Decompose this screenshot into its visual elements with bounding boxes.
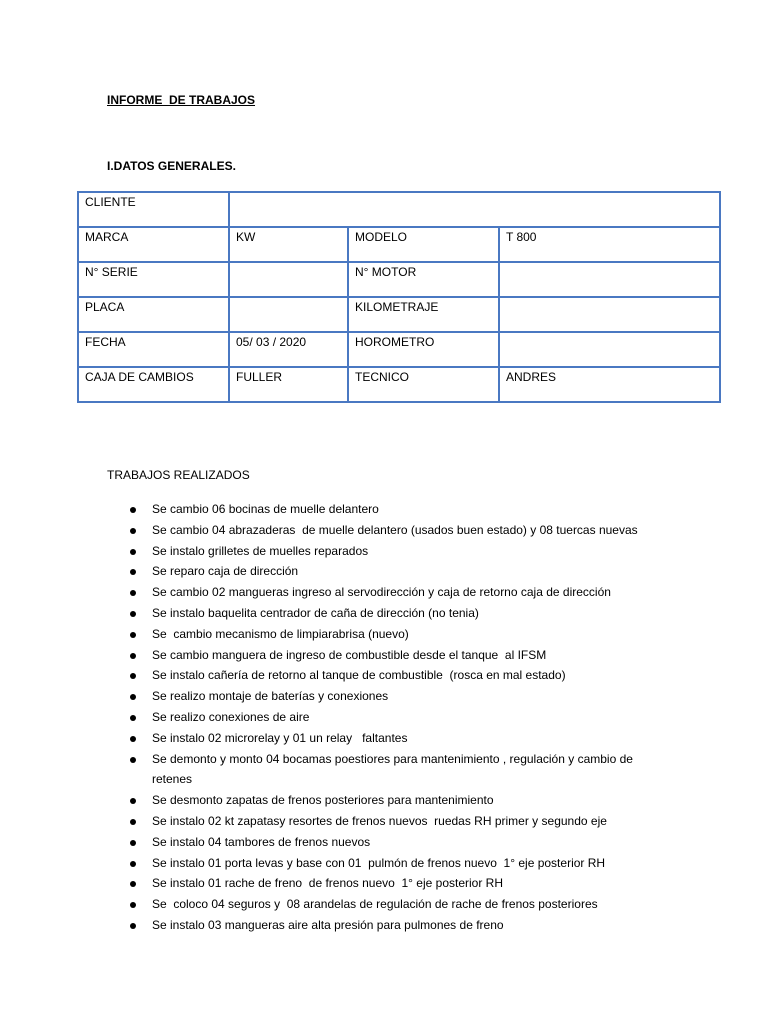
list-item-text: Se instalo baquelita centrador de caña de dirección (no tenia): [152, 605, 479, 620]
list-item: [130, 645, 670, 666]
list-item-text: Se instalo 01 porta levas y base con 01 pulmón de frenos nuevo 1° eje posterior RH: [152, 855, 606, 870]
list-item: [130, 541, 670, 562]
list-item: [130, 707, 670, 728]
list-item-text: Se cambio manguera de ingreso de combustible desde el tanque al IFSM: [152, 647, 547, 662]
horometro-value: [499, 332, 720, 367]
list-item: [130, 665, 670, 686]
list-item-text: Se instalo 04 tambores de frenos nuevos: [152, 834, 371, 849]
list-item: [130, 894, 670, 915]
bullet-icon: [130, 757, 136, 763]
bullet-icon: [130, 861, 136, 867]
list-item: [130, 915, 670, 936]
list-item-text: Se coloco 04 seguros y 08 arandelas de regulación de rache de frenos posteriores: [152, 897, 598, 912]
fecha-label: FECHA: [78, 332, 229, 367]
bullet-icon: [130, 653, 136, 659]
tecnico-value: ANDRES: [499, 367, 720, 402]
bullet-icon: [130, 736, 136, 742]
list-item-text: Se reparo caja de dirección: [152, 564, 299, 579]
bullet-icon: [130, 569, 136, 575]
bullet-icon: [130, 819, 136, 825]
bullet-icon: [130, 590, 136, 596]
list-item: [130, 873, 670, 894]
list-item-text: Se cambio mecanismo de limpiarabrisa (nuevo): [152, 626, 409, 641]
modelo-label: MODELO: [348, 227, 499, 262]
list-item: [130, 561, 670, 582]
list-item: [130, 749, 670, 791]
list-item-text: Se cambio 04 abrazaderas de muelle delantero (usados buen estado) y 08 tuercas nuevas: [152, 522, 638, 537]
list-item-text: Se desmonto zapatas de frenos posteriores para mantenimiento: [152, 793, 494, 808]
list-item: [130, 811, 670, 832]
cliente-label: CLIENTE: [78, 192, 229, 227]
bullet-icon: [130, 632, 136, 638]
table-row: [78, 332, 720, 367]
bullet-icon: [130, 798, 136, 804]
bullet-icon: [130, 528, 136, 534]
list-item-text: Se instalo 01 rache de freno de frenos nuevo 1° eje posterior RH: [152, 876, 504, 891]
section-title-datos-generales: I.DATOS GENERALES.: [107, 159, 236, 173]
bullet-icon: [130, 611, 136, 617]
kilometraje-label: KILOMETRAJE: [348, 297, 499, 332]
kilometraje-value: [499, 297, 720, 332]
list-item-text: Se instalo 03 mangueras aire alta presión para pulmones de freno: [152, 917, 504, 932]
marca-value: KW: [229, 227, 348, 262]
list-item: [130, 728, 670, 749]
caja-label: CAJA DE CAMBIOS: [78, 367, 229, 402]
table-row: [78, 297, 720, 332]
motor-label: N° MOTOR: [348, 262, 499, 297]
list-item: [130, 582, 670, 603]
list-item-text: Se demonto y monto 04 bocamas poestiores para mantenimiento , regulación y cambio de retenes: [152, 751, 637, 787]
list-item-text: Se instalo 02 kt zapatasy resortes de frenos nuevos ruedas RH primer y segundo eje: [152, 813, 607, 828]
list-item-text: Se instalo 02 microrelay y 01 un relay faltantes: [152, 730, 408, 745]
table-row: [78, 262, 720, 297]
list-item-text: Se instalo grilletes de muelles reparados: [152, 543, 369, 558]
horometro-label: HOROMETRO: [348, 332, 499, 367]
tecnico-label: TECNICO: [348, 367, 499, 402]
list-item-text: Se realizo montaje de baterías y conexiones: [152, 689, 389, 704]
list-item-text: Se instalo cañería de retorno al tanque de combustible (rosca en mal estado): [152, 668, 566, 683]
trabajos-heading: TRABAJOS REALIZADOS: [107, 468, 250, 482]
datos-generales-table: [77, 191, 721, 403]
placa-label: PLACA: [78, 297, 229, 332]
table-row: [78, 227, 720, 262]
bullet-icon: [130, 507, 136, 513]
list-item: [130, 853, 670, 874]
bullet-icon: [130, 715, 136, 721]
list-item: [130, 520, 670, 541]
modelo-value: T 800: [499, 227, 720, 262]
document-title: INFORME DE TRABAJOS: [107, 93, 256, 107]
list-item-text: Se cambio 06 bocinas de muelle delantero: [152, 502, 379, 516]
list-item: [130, 686, 670, 707]
bullet-icon: [130, 694, 136, 700]
bullet-icon: [130, 549, 136, 555]
marca-label: MARCA: [78, 227, 229, 262]
caja-value: FULLER: [229, 367, 348, 402]
table-row: [78, 192, 720, 227]
bullet-icon: [130, 902, 136, 908]
table-row: [78, 367, 720, 402]
list-item-text: Se cambio 02 mangueras ingreso al servodirección y caja de retorno caja de dirección: [152, 585, 611, 600]
serie-value: [229, 262, 348, 297]
list-item-text: Se realizo conexiones de aire: [152, 709, 310, 724]
fecha-value: 05/ 03 / 2020: [229, 332, 348, 367]
list-item: [130, 790, 670, 811]
list-item: [130, 624, 670, 645]
list-item: [130, 832, 670, 853]
list-item: [130, 499, 670, 520]
motor-value: [499, 262, 720, 297]
serie-label: N° SERIE: [78, 262, 229, 297]
bullet-icon: [130, 923, 136, 929]
list-item: [130, 603, 670, 624]
bullet-icon: [130, 840, 136, 846]
bullet-icon: [130, 673, 136, 679]
bullet-icon: [130, 881, 136, 887]
placa-value: [229, 297, 348, 332]
cliente-value: [229, 192, 720, 227]
trabajos-list: [130, 499, 670, 936]
